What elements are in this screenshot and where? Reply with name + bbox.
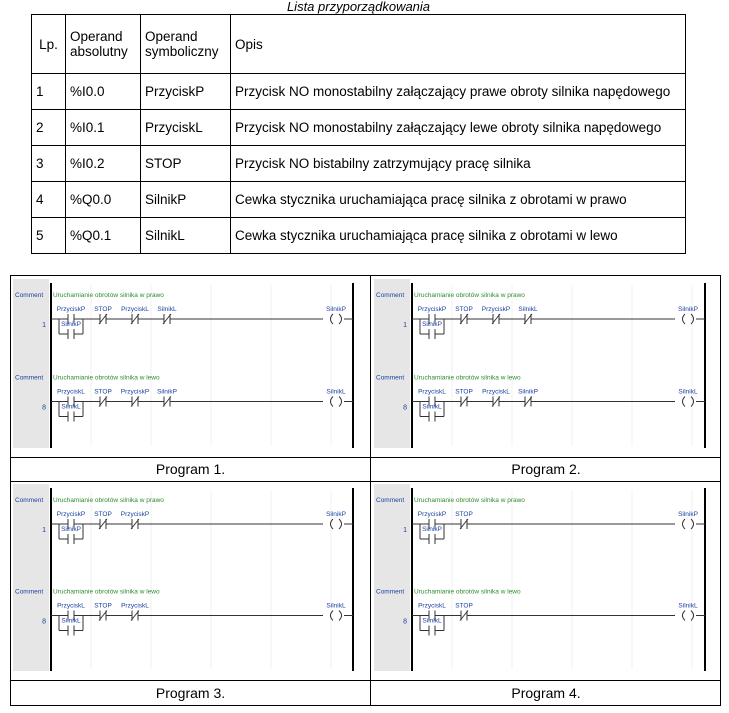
contact-label: SilnikP (422, 321, 442, 328)
table-row (32, 74, 686, 110)
cell-abs: %Q0.1 (66, 218, 141, 254)
header-lp: Lp. (32, 15, 66, 74)
comment-tag: Comment (376, 588, 405, 596)
ladder-svg (13, 484, 367, 677)
contact-label: SilnikP (61, 526, 81, 533)
rung-number: 1 (403, 527, 407, 534)
rung-comment: Uruchamianie obrotów silnika w lewo (53, 374, 160, 382)
rung-number-gutter (13, 484, 49, 671)
ladder-rung (15, 292, 353, 339)
coil-left-arc (683, 611, 686, 621)
comment-tag: Comment (376, 374, 405, 382)
coil-label: SilnikL (678, 388, 698, 396)
comment-tag: Comment (15, 292, 44, 299)
table-row (32, 182, 686, 218)
cell-lp: 5 (32, 218, 66, 254)
program-label: Program 2. (511, 461, 581, 477)
header-operand-absolute: Operand absolutny (66, 15, 141, 74)
ladder-rung (15, 589, 353, 636)
contact-label: STOP (94, 511, 112, 518)
header-description: Opis (231, 15, 686, 74)
cell-abs: %I0.1 (66, 110, 141, 146)
comment-tag: Comment (15, 374, 44, 382)
ladder-rung (15, 497, 353, 544)
ladder-rung (376, 589, 705, 636)
contact-label: STOP (455, 388, 473, 396)
ladder-diagram-program-3 (13, 484, 367, 677)
contact-label: PrzyciskL (121, 306, 149, 313)
cell-lp: 4 (32, 182, 66, 218)
cell-desc: Cewka stycznika uruchamiająca pracę silnika z obrotami w prawo (231, 182, 686, 218)
ladder-svg (374, 279, 719, 454)
rung-number: 8 (403, 404, 407, 412)
grid-divider-vertical (370, 276, 371, 705)
contact-label: PrzyciskL (482, 388, 510, 396)
cell-sym: PrzyciskP (141, 74, 231, 110)
coil-label: SilnikP (326, 511, 346, 518)
rung-number-gutter (374, 484, 410, 671)
cell-sym: SilnikP (141, 182, 231, 218)
cell-desc: Cewka stycznika uruchamiająca pracę silnika z obrotami w lewo (231, 218, 686, 254)
contact-label: PrzyciskL (418, 388, 446, 396)
contact-label: STOP (455, 602, 473, 610)
contact-label: PrzyciskL (57, 602, 85, 610)
cell-abs: %Q0.0 (66, 182, 141, 218)
ladder-rung (376, 497, 705, 544)
cell-lp: 2 (32, 110, 66, 146)
comment-tag: Comment (376, 497, 405, 504)
contact-label: PrzyciskP (120, 511, 150, 518)
coil-label: SilnikP (678, 306, 698, 313)
table-row (32, 146, 686, 182)
contact-label: SilnikL (157, 306, 177, 313)
cell-abs: %I0.0 (66, 74, 141, 110)
coil-right-arc (339, 314, 342, 324)
cell-sym: STOP (141, 146, 231, 182)
contact-label: STOP (94, 388, 112, 396)
ladder-svg (374, 484, 719, 677)
contact-label: STOP (94, 602, 112, 610)
contact-label: PrzyciskL (418, 602, 446, 610)
rung-comment: Uruchamianie obrotów silnika w lewo (414, 374, 521, 382)
header-operand-symbolic: Operand symboliczny (141, 15, 231, 74)
table-row (32, 110, 686, 146)
rung-comment: Uruchamianie obrotów silnika w prawo (414, 292, 525, 299)
table-row (32, 218, 686, 254)
ladder-diagram-program-1 (13, 279, 367, 454)
rung-number-gutter (13, 279, 49, 448)
ladder-rung (376, 375, 705, 422)
contact-label: SilnikL (422, 403, 442, 411)
contact-label: SilnikL (61, 617, 81, 625)
contact-label: SilnikP (157, 388, 177, 396)
contact-label: PrzyciskL (121, 602, 149, 610)
coil-label: SilnikL (326, 602, 346, 610)
ladder-svg (13, 279, 367, 454)
coil-left-arc (683, 397, 686, 407)
rung-number: 1 (42, 527, 46, 534)
rung-number: 8 (42, 618, 46, 626)
contact-label: SilnikL (422, 617, 442, 625)
coil-label: SilnikP (326, 306, 346, 313)
coil-label: SilnikL (326, 388, 346, 396)
grid-divider (11, 481, 720, 482)
contact-label: PrzyciskP (56, 306, 86, 313)
coil-label: SilnikP (678, 511, 698, 518)
rung-number: 8 (42, 404, 46, 412)
coil-left-arc (683, 519, 686, 529)
cell-desc: Przycisk NO monostabilny załączający prawe obroty silnika napędowego (231, 74, 686, 110)
table-header-row (32, 15, 686, 74)
cell-sym: PrzyciskL (141, 110, 231, 146)
rung-number: 1 (403, 322, 407, 329)
ladder-rung (15, 375, 353, 422)
ladder-rung (376, 292, 705, 339)
contact-label: STOP (455, 511, 473, 518)
coil-right-arc (339, 611, 342, 621)
rung-comment: Uruchamianie obrotów silnika w prawo (53, 292, 164, 299)
contact-label: STOP (455, 306, 473, 313)
rung-number-gutter (374, 279, 410, 448)
rung-comment: Uruchamianie obrotów silnika w lewo (414, 588, 521, 596)
contact-label: SilnikL (61, 403, 81, 411)
cell-desc: Przycisk NO bistabilny zatrzymujący pracę silnika (231, 146, 686, 182)
program-label: Program 4. (511, 685, 581, 701)
coil-right-arc (339, 519, 342, 529)
cell-desc: Przycisk NO monostabilny załączający lewe obroty silnika napędowego (231, 110, 686, 146)
contact-label: PrzyciskP (417, 306, 447, 313)
contact-label: SilnikP (518, 388, 538, 396)
rung-comment: Uruchamianie obrotów silnika w prawo (53, 497, 164, 504)
rung-comment: Uruchamianie obrotów silnika w lewo (53, 588, 160, 596)
cell-lp: 3 (32, 146, 66, 182)
contact-label: PrzyciskP (481, 306, 511, 313)
cell-abs: %I0.2 (66, 146, 141, 182)
coil-label: SilnikL (678, 602, 698, 610)
comment-tag: Comment (15, 497, 44, 504)
comment-tag: Comment (376, 292, 405, 299)
contact-label: PrzyciskP (120, 388, 150, 396)
contact-label: PrzyciskL (57, 388, 85, 396)
contact-label: PrzyciskP (56, 511, 86, 518)
coil-left-arc (683, 314, 686, 324)
rung-comment: Uruchamianie obrotów silnika w prawo (414, 497, 525, 504)
cell-lp: 1 (32, 74, 66, 110)
program-grid (10, 275, 721, 706)
program-label: Program 1. (155, 461, 226, 477)
contact-label: STOP (94, 306, 112, 313)
cell-sym: SilnikL (141, 218, 231, 254)
contact-label: SilnikP (422, 526, 442, 533)
rung-number: 1 (42, 322, 46, 329)
program-label: Program 3. (155, 685, 226, 701)
table-caption: Lista przyporządkowania (286, 0, 431, 14)
contact-label: PrzyciskP (417, 511, 447, 518)
comment-tag: Comment (15, 588, 44, 596)
contact-label: SilnikL (518, 306, 538, 313)
ladder-diagram-program-4 (374, 484, 719, 677)
coil-right-arc (339, 397, 342, 407)
rung-number: 8 (403, 618, 407, 626)
assignment-table (31, 14, 686, 254)
ladder-diagram-program-2 (374, 279, 719, 454)
contact-label: SilnikP (61, 321, 81, 328)
